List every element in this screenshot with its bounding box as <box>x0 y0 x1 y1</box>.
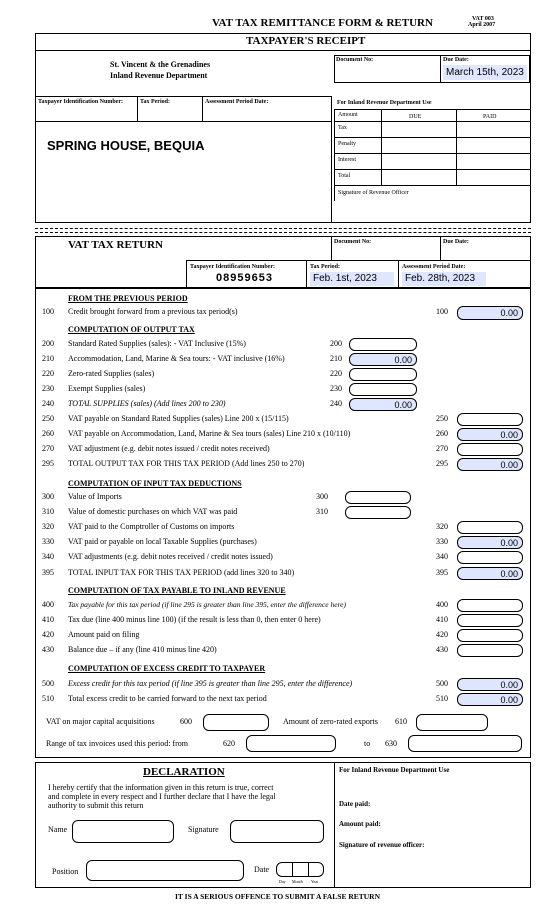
line-num: 260 <box>42 429 54 438</box>
revenue-officer-signature: Signature of Revenue Officer <box>338 190 409 196</box>
line-num: 250 <box>42 414 54 423</box>
range-to-field[interactable] <box>408 735 522 752</box>
line-label: Amount paid on filing <box>68 630 140 639</box>
range-to-num: 630 <box>385 739 397 748</box>
line-260-field[interactable]: 0.00 <box>457 428 523 441</box>
range-from-field[interactable] <box>246 735 336 752</box>
amount-paid-label: Amount paid: <box>339 820 381 828</box>
line-label: VAT paid or payable on local Taxable Supplies (purchases) <box>68 537 257 546</box>
line-300-field[interactable] <box>345 491 411 504</box>
line-label: Tax payable for this tax period (if line 295 is greater than line 395, enter the difference here) <box>68 600 347 609</box>
receipt-assessment-label: Assessment Period Date: <box>205 99 269 105</box>
line-num: 100 <box>42 307 54 316</box>
return-due-label: Due Date: <box>443 239 469 245</box>
line-num: 240 <box>330 399 342 408</box>
line-num: 320 <box>436 522 448 531</box>
line-num: 410 <box>42 615 54 624</box>
return-tin-label: Taxpayer Identification Number: <box>190 264 276 270</box>
sig-officer-label: Signature of revenue officer: <box>339 841 425 849</box>
capital-num: 600 <box>180 717 192 726</box>
line-num: 240 <box>42 399 54 408</box>
line-label: Tax due (line 400 minus line 100) (if the result is less than 0, then enter 0 here) <box>68 615 321 624</box>
line-num: 340 <box>42 552 54 561</box>
date-month-label: Month <box>292 879 303 884</box>
receipt-docno-label: Document No: <box>336 57 374 63</box>
line-num: 270 <box>42 444 54 453</box>
line-210-field[interactable]: 0.00 <box>349 353 417 366</box>
line-410-field[interactable] <box>457 614 523 627</box>
line-label: Balance due – if any (line 410 minus line 420) <box>68 645 217 654</box>
date-day-label: Day <box>279 879 286 884</box>
line-label: Value of Imports <box>68 492 122 501</box>
name-field[interactable] <box>72 820 174 843</box>
line-label: VAT payable on Accommodation, Land, Marine & Sea tours (sales) Line 210 x (10/110) <box>68 429 351 438</box>
line-num: 310 <box>316 507 328 516</box>
line-240-field[interactable]: 0.00 <box>349 398 417 411</box>
section-payable: COMPUTATION OF TAX PAYABLE TO INLAND REVENUE <box>68 586 286 595</box>
line-num: 500 <box>436 679 448 688</box>
line-270-field[interactable] <box>457 443 523 456</box>
line-num: 230 <box>42 384 54 393</box>
receipt-tin-label: Taxpayer Identification Number: <box>38 99 124 105</box>
form-date: April 2007 <box>468 22 496 28</box>
line-label: Value of domestic purchases on which VAT was paid <box>68 507 238 516</box>
line-label: VAT adjustments (e.g. debit notes received / credit notes issued) <box>68 552 273 561</box>
line-num: 510 <box>42 694 54 703</box>
form-code: VAT 003 <box>472 16 494 22</box>
position-field[interactable] <box>86 860 244 881</box>
declaration-text-2: and complete in every respect and I further declare that I have the legal <box>48 792 276 801</box>
line-num: 200 <box>330 339 342 348</box>
line-num: 330 <box>42 537 54 546</box>
line-num: 395 <box>436 568 448 577</box>
line-400-field[interactable] <box>457 599 523 612</box>
line-220-field[interactable] <box>349 368 417 381</box>
line-num: 410 <box>436 615 448 624</box>
receipt-due-label: Due Date: <box>443 57 469 63</box>
taxpayer-name: SPRING HOUSE, BEQUIA <box>47 138 205 153</box>
line-num: 310 <box>42 507 54 516</box>
range-to-label: to <box>364 739 371 748</box>
line-330-field[interactable]: 0.00 <box>457 536 523 549</box>
line-label: Credit brought forward from a previous tax period(s) <box>68 307 238 316</box>
return-tin-value: 08959653 <box>216 272 273 284</box>
col-due: DUE <box>409 114 422 120</box>
row-tax: Tax <box>338 125 347 131</box>
line-230-field[interactable] <box>349 383 417 396</box>
capital-field[interactable] <box>203 714 269 731</box>
line-num: 395 <box>42 568 54 577</box>
line-label: VAT payable on Standard Rated Supplies (sales) Line 200 x (15/115) <box>68 414 289 423</box>
line-num: 260 <box>436 429 448 438</box>
return-assessment-label: Assessment Period Date: <box>402 264 466 270</box>
line-num: 420 <box>436 630 448 639</box>
col-paid: PAID <box>483 114 497 120</box>
line-340-field[interactable] <box>457 551 523 564</box>
line-295-field[interactable]: 0.00 <box>457 458 523 471</box>
line-label: Accommodation, Land, Marine & Sea tours: - VAT inclusive (16%) <box>68 354 285 363</box>
line-label: TOTAL INPUT TAX FOR THIS TAX PERIOD (add lines 320 to 340) <box>68 568 295 577</box>
section-prev: FROM THE PREVIOUS PERIOD <box>68 294 188 303</box>
zero-exports-field[interactable] <box>416 714 488 731</box>
row-penalty: Penalty <box>338 141 356 147</box>
zero-exports-label: Amount of zero-rated exports <box>283 717 378 726</box>
line-num: 330 <box>436 537 448 546</box>
date-year-label: Year <box>311 879 319 884</box>
line-510-field[interactable]: 0.00 <box>457 693 523 706</box>
return-period-label: Tax Period: <box>310 264 340 270</box>
line-num: 400 <box>42 600 54 609</box>
line-num: 430 <box>42 645 54 654</box>
section-output: COMPUTATION OF OUTPUT TAX <box>68 325 195 334</box>
range-label: Range of tax invoices used this period: from <box>46 739 188 748</box>
line-num: 295 <box>42 459 54 468</box>
line-num: 220 <box>330 369 342 378</box>
line-num: 300 <box>316 492 328 501</box>
receipt-due-date-value[interactable]: March 15th, 2023 <box>443 65 527 80</box>
receipt-period-label: Tax Period: <box>140 99 170 105</box>
line-num: 430 <box>436 645 448 654</box>
form-title: VAT TAX REMITTANCE FORM & RETURN <box>212 17 433 29</box>
date-label: Date <box>254 865 270 874</box>
line-420-field[interactable] <box>457 629 523 642</box>
org-line2: Inland Revenue Department <box>110 71 208 80</box>
org-line1: St. Vincent & the Grenadines <box>110 60 211 69</box>
declaration-text-1: I hereby certify that the information given in this return is true, correct <box>48 783 274 792</box>
row-interest: Interest <box>338 157 356 163</box>
line-395-field[interactable]: 0.00 <box>457 567 523 580</box>
line-num: 270 <box>436 444 448 453</box>
return-title: VAT TAX RETURN <box>68 239 163 251</box>
declaration-text-3: authority to submit this return <box>48 801 144 810</box>
line-320-field[interactable] <box>457 521 523 534</box>
date-field[interactable] <box>276 862 324 877</box>
line-num: 210 <box>42 354 54 363</box>
line-label: Exempt Supplies (sales) <box>68 384 146 393</box>
line-num: 295 <box>436 459 448 468</box>
capital-label: VAT on major capital acquisitions <box>46 717 155 726</box>
ird-use-label: For Inland Revenue Department Use <box>337 100 432 106</box>
zero-exports-num: 610 <box>395 717 407 726</box>
line-label: TOTAL OUTPUT TAX FOR THIS TAX PERIOD (Add lines 250 to 270) <box>68 459 305 468</box>
section-input: COMPUTATION OF INPUT TAX DEDUCTIONS <box>68 479 242 488</box>
line-num: 510 <box>436 694 448 703</box>
date-paid-label: Date paid: <box>339 800 371 808</box>
line-label: VAT adjustment (e.g. debit notes issued / credit notes received) <box>68 444 270 453</box>
line-250-field[interactable] <box>457 413 523 426</box>
line-label: Standard Rated Supplies (sales): - VAT Inclusive (15%) <box>68 339 246 348</box>
line-310-field[interactable] <box>345 506 411 519</box>
line-label: Zero-rated Supplies (sales) <box>68 369 155 378</box>
line-num: 300 <box>42 492 54 501</box>
line-label: TOTAL SUPPLIES (sales) (Add lines 200 to 230) <box>68 399 226 408</box>
line-num: 200 <box>42 339 54 348</box>
line-num: 400 <box>436 600 448 609</box>
line-label: VAT paid to the Comptroller of Customs on imports <box>68 522 235 531</box>
position-label: Position <box>52 867 79 876</box>
line-num: 100 <box>436 307 448 316</box>
line-500-field[interactable]: 0.00 <box>457 678 523 691</box>
line-100-field[interactable]: 0.00 <box>457 306 523 320</box>
return-period-value[interactable]: Feb. 1st, 2023 <box>310 272 394 286</box>
declaration-title: DECLARATION <box>143 766 225 778</box>
line-num: 500 <box>42 679 54 688</box>
line-num: 210 <box>330 354 342 363</box>
receipt-title: TAXPAYER'S RECEIPT <box>246 35 366 47</box>
col-amount: Amount <box>338 112 358 118</box>
line-label: Total excess credit to be carried forward to the next tax period <box>68 694 267 703</box>
signature-field[interactable] <box>230 820 324 843</box>
line-num: 340 <box>436 552 448 561</box>
line-200-field[interactable] <box>349 338 417 351</box>
row-total: Total <box>338 173 351 179</box>
line-label: Excess credit for this tax period (if line 395 is greater than line 295, enter the difference) <box>68 679 353 688</box>
signature-label: Signature <box>188 825 219 834</box>
line-num: 230 <box>330 384 342 393</box>
line-num: 220 <box>42 369 54 378</box>
name-label: Name <box>48 825 68 834</box>
line-430-field[interactable] <box>457 644 523 657</box>
line-num: 420 <box>42 630 54 639</box>
section-excess: COMPUTATION OF EXCESS CREDIT TO TAXPAYER <box>68 664 266 673</box>
range-from-num: 620 <box>223 739 235 748</box>
line-num: 250 <box>436 414 448 423</box>
return-docno-label: Document No: <box>334 239 372 245</box>
ird-use-declaration: For Inland Revenue Department Use <box>339 766 450 774</box>
line-num: 320 <box>42 522 54 531</box>
return-assessment-value[interactable]: Feb. 28th, 2023 <box>402 272 486 286</box>
footer-warning: IT IS A SERIOUS OFFENCE TO SUBMIT A FALSE RETURN <box>175 892 380 901</box>
